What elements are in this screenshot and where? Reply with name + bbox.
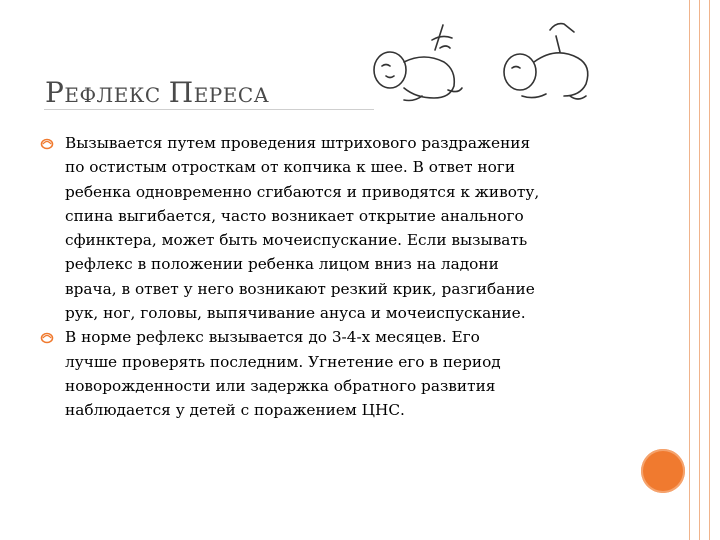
decorative-side-band bbox=[681, 0, 720, 540]
text-line: рук, ног, головы, выпячивание ануса и мочеиспускание. bbox=[65, 304, 526, 323]
title-word-1: ЕФЛЕКС bbox=[64, 83, 161, 107]
orange-circle-decoration bbox=[641, 449, 685, 493]
ring-bullet-icon bbox=[40, 332, 54, 344]
infant-reflex-illustration bbox=[360, 10, 600, 110]
bullet-item bbox=[40, 325, 630, 422]
text-line: В норме рефлекс вызывается до 3-4-х месяцев. Его bbox=[65, 328, 480, 347]
side-line bbox=[689, 0, 690, 540]
text-line: по остистым отросткам от копчика к шее. В ответ ноги bbox=[65, 158, 516, 177]
text-line: спина выгибается, часто возникает открытие анального bbox=[65, 206, 524, 225]
bullet-list bbox=[40, 131, 630, 423]
bullet-item bbox=[40, 131, 630, 325]
title-initial: Р bbox=[45, 76, 65, 109]
ring-bullet-icon bbox=[40, 138, 54, 150]
bullet-text bbox=[65, 325, 630, 422]
title-word-2: ЕРЕСА bbox=[193, 83, 270, 107]
text-line: Вызывается путем проведения штрихового раздражения bbox=[65, 134, 531, 152]
text-line: лучше проверять последним. Угнетение его в период bbox=[65, 352, 501, 371]
bullet-text bbox=[65, 131, 630, 325]
text-line: сфинктера, может быть мочеиспускание. Если вызывать bbox=[65, 231, 528, 250]
slide-title bbox=[45, 76, 269, 109]
text-line: врача, в ответ у него возникают резкий крик, разгибание bbox=[65, 279, 535, 298]
text-line: наблюдается у детей с поражением ЦНС. bbox=[65, 401, 405, 420]
text-line: рефлекс в положении ребенка лицом вниз на ладони bbox=[65, 255, 499, 274]
side-line bbox=[709, 0, 710, 540]
text-line: новорожденности или задержка обратного развития bbox=[65, 376, 496, 395]
side-line bbox=[699, 0, 700, 540]
text-line: ребенка одновременно сгибаются и приводятся к животу, bbox=[65, 182, 540, 201]
title-initial: П bbox=[168, 76, 194, 109]
title-underline bbox=[44, 109, 374, 110]
